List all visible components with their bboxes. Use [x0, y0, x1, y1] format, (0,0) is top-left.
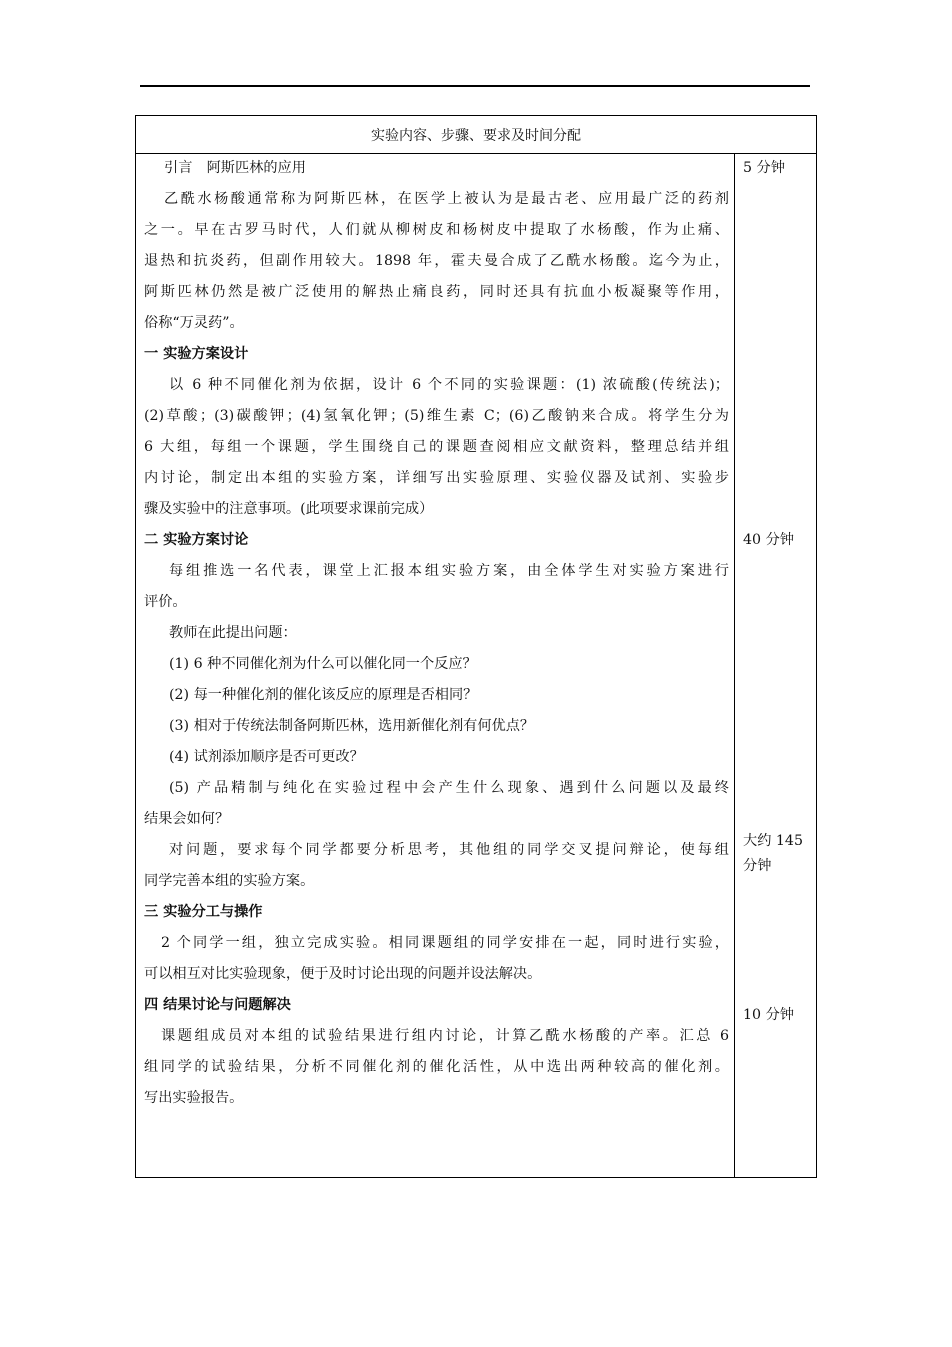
intro-heading: 引言 阿斯匹林的应用 [164, 160, 306, 176]
section2-heading: 二 实验方案讨论 [144, 532, 249, 548]
time-section4: 10 分钟 [743, 1007, 794, 1023]
section2-line-11: 同学完善本组的实验方案。 [144, 873, 315, 889]
intro-line-3: 退热和抗炎药，但副作用较大。1898 年，霍夫曼合成了乙酰水杨酸。迄今为止， [144, 253, 729, 269]
section4-line-2: 组同学的试验结果，分析不同催化剂的催化活性，从中选出两种较高的催化剂。 [144, 1059, 729, 1075]
time-section1-2: 40 分钟 [743, 532, 794, 548]
question-2: (2) 每一种催化剂的催化该反应的原理是否相同？ [169, 687, 478, 703]
experiment-table [135, 115, 817, 1178]
time-section3-a: 大约 145 [743, 833, 803, 849]
time-intro: 5 分钟 [743, 160, 785, 176]
section3-line-1: 2 个同学一组，独立完成实验。相同课题组的同学安排在一起，同时进行实验， [161, 935, 729, 951]
section1-line-1: 以 6 种不同催化剂为依据，设计 6 个不同的实验课题：(1) 浓硫酸(传统法)； [169, 377, 729, 393]
time-section3-b: 分钟 [743, 858, 772, 874]
section3-line-2: 可以相互对比实验现象，便于及时讨论出现的问题并设法解决。 [144, 966, 542, 982]
question-5-cont: 结果会如何？ [144, 811, 230, 827]
section3-heading: 三 实验分工与操作 [144, 904, 263, 920]
section4-line-1: 课题组成员对本组的试验结果进行组内讨论，计算乙酰水杨酸的产率。汇总 6 [161, 1028, 729, 1044]
table-title: 实验内容、步骤、要求及时间分配 [136, 116, 816, 154]
section1-heading: 一 实验方案设计 [144, 346, 249, 362]
intro-line-5: 俗称“万灵药”。 [144, 315, 244, 331]
question-1: (1) 6 种不同催化剂为什么可以催化同一个反应？ [169, 656, 477, 672]
question-3: (3) 相对于传统法制备阿斯匹林，选用新催化剂有何优点？ [169, 718, 535, 734]
section1-line-3: 6 大组，每组一个课题，学生围绕自己的课题查阅相应文献资料，整理总结并组 [144, 439, 729, 455]
question-5: (5) 产品精制与纯化在实验过程中会产生什么现象、遇到什么问题以及最终 [169, 780, 729, 796]
intro-line-1: 乙酰水杨酸通常称为阿斯匹林，在医学上被认为是最古老、应用最广泛的药剂 [164, 191, 729, 207]
section1-line-5: 骤及实验中的注意事项。(此项要求课前完成） [144, 501, 434, 517]
question-4: (4) 试剂添加顺序是否可更改？ [169, 749, 364, 765]
section2-line-1: 每组推选一名代表，课堂上汇报本组实验方案，由全体学生对实验方案进行 [169, 563, 729, 579]
section1-line-2: (2)草酸；(3)碳酸钾；(4)氢氧化钾；(5)维生素 C；(6)乙酸钠来合成。将学生分为 [144, 408, 729, 424]
intro-line-4: 阿斯匹林仍然是被广泛使用的解热止痛良药，同时还具有抗血小板凝聚等作用， [144, 284, 729, 300]
section2-line-10: 对问题，要求每个同学都要分析思考，其他组的同学交叉提问辩论，使每组 [169, 842, 729, 858]
section2-line-3: 教师在此提出问题： [169, 625, 297, 641]
page-header-rule [140, 85, 810, 87]
intro-line-2: 之一。早在古罗马时代，人们就从柳树皮和杨树皮中提取了水杨酸，作为止痛、 [144, 222, 729, 238]
section4-line-3: 写出实验报告。 [144, 1090, 244, 1106]
section1-line-4: 内讨论，制定出本组的实验方案，详细写出实验原理、实验仪器及试剂、实验步 [144, 470, 729, 486]
section4-heading: 四 结果讨论与问题解决 [144, 997, 291, 1013]
section2-line-2: 评价。 [144, 594, 187, 610]
